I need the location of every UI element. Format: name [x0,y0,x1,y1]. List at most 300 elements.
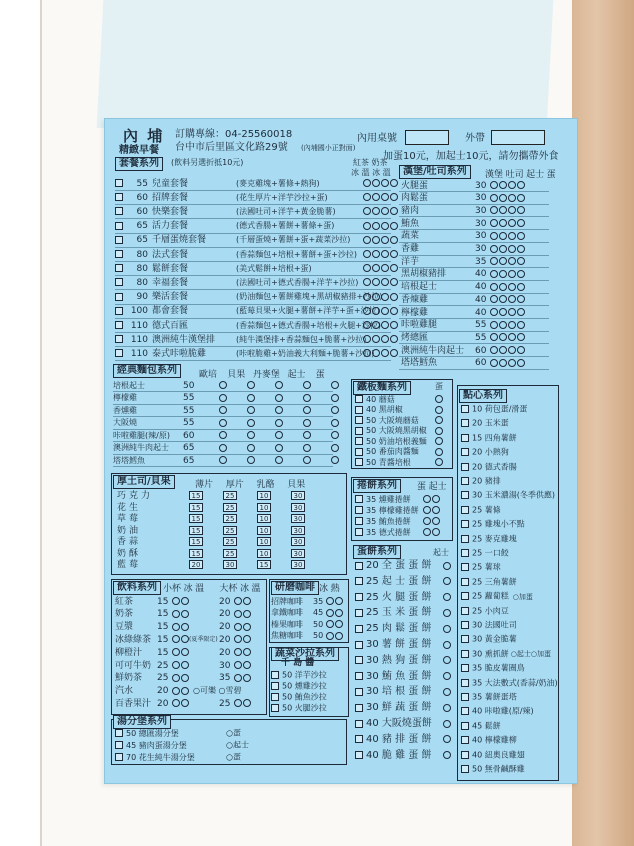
price-box[interactable]: 10 [257,514,271,523]
option-circle[interactable] [234,648,242,656]
option-circle[interactable] [443,720,451,728]
option-circle[interactable] [303,419,311,427]
option-circle[interactable] [172,635,180,643]
option-circle[interactable] [390,278,398,286]
option-circle[interactable] [508,283,516,291]
option-circle[interactable] [390,293,398,301]
option-circle[interactable] [335,620,343,628]
option-circle[interactable] [390,264,398,272]
price-box[interactable]: 15 [189,491,203,500]
option-circle[interactable] [247,444,255,452]
option-circle[interactable] [234,661,242,669]
option-circle[interactable] [303,456,311,464]
egg-checkbox[interactable] [355,704,363,712]
option-circle[interactable] [181,648,189,656]
option-circle[interactable] [517,219,525,227]
option-circle[interactable] [435,427,443,435]
option-circle[interactable] [443,641,451,649]
combo-checkbox[interactable] [115,349,123,357]
option-circle[interactable] [219,444,227,452]
snack-checkbox[interactable] [461,520,469,528]
snack-checkbox[interactable] [461,722,469,730]
option-circle[interactable] [247,456,255,464]
option-circle[interactable] [390,335,398,343]
snack-checkbox[interactable] [461,679,469,687]
price-box[interactable]: 30 [291,491,305,500]
price-box[interactable]: 10 [257,526,271,535]
option-circle[interactable] [432,495,440,503]
price-box[interactable]: 30 [291,526,305,535]
option-circle[interactable] [181,674,189,682]
option-circle[interactable] [508,181,516,189]
option-circle[interactable] [517,295,525,303]
option-circle[interactable] [275,406,283,414]
option-circle[interactable] [381,307,389,315]
snack-checkbox[interactable] [461,592,469,600]
option-circle[interactable] [435,458,443,466]
combo-checkbox[interactable] [115,250,123,258]
snack-checkbox[interactable] [461,621,469,629]
option-circle[interactable] [372,179,380,187]
snack-checkbox[interactable] [461,535,469,543]
price-box[interactable]: 20 [189,560,203,569]
option-circle[interactable] [381,222,389,230]
option-circle[interactable] [517,333,525,341]
option-circle[interactable] [243,661,251,669]
snack-checkbox[interactable] [461,549,469,557]
bowl-checkbox[interactable] [115,729,123,737]
option-circle[interactable] [326,609,334,617]
option-circle[interactable] [443,593,451,601]
option-circle[interactable] [390,222,398,230]
option-circle[interactable] [172,648,180,656]
salad-checkbox[interactable] [271,671,279,679]
combo-checkbox[interactable] [115,179,123,187]
option-circle[interactable] [499,194,507,202]
option-circle[interactable] [275,444,283,452]
option-circle[interactable] [372,236,380,244]
option-circle[interactable] [499,232,507,240]
combo-checkbox[interactable] [115,207,123,215]
option-circle[interactable] [499,308,507,316]
option-circle[interactable] [234,610,242,618]
option-circle[interactable] [331,444,339,452]
roll-checkbox[interactable] [355,506,363,514]
option-circle[interactable] [381,321,389,329]
option-circle[interactable] [490,194,498,202]
snack-checkbox[interactable] [461,607,469,615]
price-box[interactable]: 15 [189,526,203,535]
option-circle[interactable] [326,632,334,640]
option-circle[interactable] [499,346,507,354]
option-circle[interactable] [508,219,516,227]
option-circle[interactable] [381,179,389,187]
salad-checkbox[interactable] [271,693,279,701]
option-circle[interactable] [219,406,227,414]
option-circle[interactable] [335,632,343,640]
option-circle[interactable] [381,207,389,215]
combo-checkbox[interactable] [115,293,123,301]
option-circle[interactable] [390,349,398,357]
option-circle[interactable] [335,609,343,617]
option-circle[interactable] [490,257,498,265]
option-circle[interactable] [303,406,311,414]
option-circle[interactable] [303,431,311,439]
option-circle[interactable] [508,257,516,265]
option-circle[interactable] [181,661,189,669]
iron-checkbox[interactable] [355,416,363,424]
option-circle[interactable] [181,635,189,643]
combo-checkbox[interactable] [115,222,123,230]
bowl-checkbox[interactable] [115,741,123,749]
option-circle[interactable] [508,346,516,354]
option-circle[interactable] [181,597,189,605]
option-circle[interactable] [275,394,283,402]
option-circle[interactable] [443,656,451,664]
combo-checkbox[interactable] [115,193,123,201]
egg-checkbox[interactable] [355,735,363,743]
option-circle[interactable] [326,597,334,605]
salad-checkbox[interactable] [271,682,279,690]
option-circle[interactable] [432,506,440,514]
option-circle[interactable] [219,456,227,464]
egg-checkbox[interactable] [355,688,363,696]
option-circle[interactable] [275,431,283,439]
option-circle[interactable] [508,206,516,214]
option-circle[interactable] [499,321,507,329]
combo-checkbox[interactable] [115,335,123,343]
price-box[interactable]: 30 [291,549,305,558]
option-circle[interactable] [331,419,339,427]
option-circle[interactable] [390,236,398,244]
roll-checkbox[interactable] [355,528,363,536]
egg-checkbox[interactable] [355,625,363,633]
price-box[interactable]: 10 [257,491,271,500]
option-circle[interactable] [234,699,242,707]
option-circle[interactable] [363,250,371,258]
price-box[interactable]: 15 [189,503,203,512]
option-circle[interactable] [490,321,498,329]
option-circle[interactable] [499,270,507,278]
option-circle[interactable] [499,219,507,227]
option-circle[interactable] [172,610,180,618]
option-circle[interactable] [490,333,498,341]
option-circle[interactable] [363,222,371,230]
option-circle[interactable] [508,333,516,341]
option-circle[interactable] [381,278,389,286]
option-circle[interactable] [390,179,398,187]
salad-checkbox[interactable] [271,704,279,712]
price-box[interactable]: 10 [257,537,271,546]
iron-checkbox[interactable] [355,395,363,403]
option-circle[interactable] [435,416,443,424]
iron-checkbox[interactable] [355,437,363,445]
option-circle[interactable] [390,207,398,215]
option-circle[interactable] [499,333,507,341]
option-circle[interactable] [490,270,498,278]
snack-checkbox[interactable] [461,477,469,485]
option-circle[interactable] [443,688,451,696]
option-circle[interactable] [490,359,498,367]
option-circle[interactable] [517,270,525,278]
combo-checkbox[interactable] [115,321,123,329]
option-circle[interactable] [490,219,498,227]
option-circle[interactable] [243,623,251,631]
option-circle[interactable] [234,597,242,605]
iron-checkbox[interactable] [355,427,363,435]
price-box[interactable]: 30 [291,560,305,569]
option-circle[interactable] [381,236,389,244]
combo-checkbox[interactable] [115,278,123,286]
option-circle[interactable] [372,293,380,301]
price-box[interactable]: 30 [223,560,237,569]
option-circle[interactable] [234,623,242,631]
option-circle[interactable] [499,181,507,189]
option-circle[interactable] [219,431,227,439]
option-circle[interactable] [443,751,451,759]
option-circle[interactable] [372,278,380,286]
egg-checkbox[interactable] [355,593,363,601]
option-circle[interactable] [275,456,283,464]
snack-checkbox[interactable] [461,419,469,427]
option-circle[interactable] [243,635,251,643]
combo-checkbox[interactable] [115,264,123,272]
option-circle[interactable] [508,232,516,240]
snack-checkbox[interactable] [461,707,469,715]
option-circle[interactable] [326,620,334,628]
option-circle[interactable] [363,321,371,329]
option-circle[interactable] [331,381,339,389]
option-circle[interactable] [390,321,398,329]
egg-checkbox[interactable] [355,751,363,759]
snack-checkbox[interactable] [461,448,469,456]
option-circle[interactable] [331,406,339,414]
option-circle[interactable] [435,448,443,456]
option-circle[interactable] [423,528,431,536]
option-circle[interactable] [275,381,283,389]
option-circle[interactable] [363,193,371,201]
option-circle[interactable] [363,278,371,286]
option-circle[interactable] [219,381,227,389]
option-circle[interactable] [517,321,525,329]
option-circle[interactable] [381,349,389,357]
option-circle[interactable] [499,245,507,253]
option-circle[interactable] [243,699,251,707]
option-circle[interactable] [219,394,227,402]
option-circle[interactable] [508,245,516,253]
price-box[interactable]: 10 [257,503,271,512]
option-circle[interactable] [363,179,371,187]
option-circle[interactable] [390,250,398,258]
iron-checkbox[interactable] [355,448,363,456]
snack-checkbox[interactable] [461,751,469,759]
option-circle[interactable] [172,597,180,605]
option-circle[interactable] [363,236,371,244]
option-circle[interactable] [181,623,189,631]
option-circle[interactable] [490,181,498,189]
option-circle[interactable] [432,517,440,525]
option-circle[interactable] [508,295,516,303]
price-box[interactable]: 15 [189,537,203,546]
option-circle[interactable] [508,321,516,329]
option-circle[interactable] [490,283,498,291]
option-circle[interactable] [499,295,507,303]
option-circle[interactable] [517,283,525,291]
option-circle[interactable] [490,232,498,240]
price-box[interactable]: 10 [257,549,271,558]
option-circle[interactable] [517,245,525,253]
option-circle[interactable] [372,349,380,357]
option-circle[interactable] [172,661,180,669]
option-circle[interactable] [247,419,255,427]
option-circle[interactable] [181,687,189,695]
option-circle[interactable] [435,395,443,403]
snack-checkbox[interactable] [461,491,469,499]
price-box[interactable]: 25 [223,549,237,558]
option-circle[interactable] [381,293,389,301]
option-circle[interactable] [499,206,507,214]
option-circle[interactable] [490,308,498,316]
option-circle[interactable] [172,674,180,682]
price-box[interactable]: 25 [223,526,237,535]
takeout-box[interactable] [491,130,545,145]
option-circle[interactable] [372,250,380,258]
option-circle[interactable] [443,735,451,743]
egg-checkbox[interactable] [355,641,363,649]
option-circle[interactable] [247,394,255,402]
option-circle[interactable] [517,257,525,265]
option-circle[interactable] [517,346,525,354]
option-circle[interactable] [390,193,398,201]
option-circle[interactable] [303,444,311,452]
option-circle[interactable] [335,597,343,605]
option-circle[interactable] [372,264,380,272]
option-circle[interactable] [435,437,443,445]
option-circle[interactable] [172,699,180,707]
price-box[interactable]: 15 [189,514,203,523]
option-circle[interactable] [331,431,339,439]
price-box[interactable]: 25 [223,503,237,512]
option-circle[interactable] [490,245,498,253]
price-box[interactable]: 25 [223,491,237,500]
option-circle[interactable] [247,381,255,389]
option-circle[interactable] [381,250,389,258]
option-circle[interactable] [443,562,451,570]
option-circle[interactable] [390,307,398,315]
iron-checkbox[interactable] [355,458,363,466]
egg-checkbox[interactable] [355,656,363,664]
option-circle[interactable] [219,419,227,427]
option-circle[interactable] [372,193,380,201]
option-circle[interactable] [243,674,251,682]
option-circle[interactable] [490,295,498,303]
option-circle[interactable] [423,517,431,525]
option-circle[interactable] [490,206,498,214]
bowl-checkbox[interactable] [115,753,123,761]
option-circle[interactable] [499,257,507,265]
option-circle[interactable] [381,335,389,343]
snack-checkbox[interactable] [461,664,469,672]
snack-checkbox[interactable] [461,650,469,658]
option-circle[interactable] [490,346,498,354]
option-circle[interactable] [331,394,339,402]
option-circle[interactable] [247,406,255,414]
option-circle[interactable] [303,381,311,389]
option-circle[interactable] [363,307,371,315]
snack-checkbox[interactable] [461,563,469,571]
snack-checkbox[interactable] [461,765,469,773]
snack-checkbox[interactable] [461,506,469,514]
roll-checkbox[interactable] [355,517,363,525]
snack-checkbox[interactable] [461,463,469,471]
option-circle[interactable] [517,181,525,189]
option-circle[interactable] [508,308,516,316]
option-circle[interactable] [443,704,451,712]
option-circle[interactable] [363,264,371,272]
price-box[interactable]: 30 [291,503,305,512]
option-circle[interactable] [372,307,380,315]
option-circle[interactable] [517,206,525,214]
price-box[interactable]: 25 [223,537,237,546]
option-circle[interactable] [443,577,451,585]
option-circle[interactable] [517,194,525,202]
iron-checkbox[interactable] [355,406,363,414]
option-circle[interactable] [381,264,389,272]
option-circle[interactable] [181,610,189,618]
option-circle[interactable] [423,506,431,514]
option-circle[interactable] [234,674,242,682]
option-circle[interactable] [247,431,255,439]
option-circle[interactable] [172,687,180,695]
option-circle[interactable] [443,609,451,617]
option-circle[interactable] [303,394,311,402]
option-circle[interactable] [275,419,283,427]
egg-checkbox[interactable] [355,577,363,585]
option-circle[interactable] [172,623,180,631]
option-circle[interactable] [443,672,451,680]
egg-checkbox[interactable] [355,562,363,570]
option-circle[interactable] [363,335,371,343]
price-box[interactable]: 15 [257,560,271,569]
option-circle[interactable] [508,270,516,278]
snack-checkbox[interactable] [461,635,469,643]
option-circle[interactable] [372,207,380,215]
option-circle[interactable] [517,232,525,240]
option-circle[interactable] [435,406,443,414]
option-circle[interactable] [499,359,507,367]
option-circle[interactable] [363,207,371,215]
option-circle[interactable] [508,194,516,202]
snack-checkbox[interactable] [461,405,469,413]
snack-checkbox[interactable] [461,434,469,442]
combo-checkbox[interactable] [115,307,123,315]
egg-checkbox[interactable] [355,720,363,728]
option-circle[interactable] [234,635,242,643]
option-circle[interactable] [443,625,451,633]
option-circle[interactable] [517,308,525,316]
roll-checkbox[interactable] [355,495,363,503]
option-circle[interactable] [243,597,251,605]
option-circle[interactable] [331,456,339,464]
option-circle[interactable] [508,359,516,367]
snack-checkbox[interactable] [461,578,469,586]
snack-checkbox[interactable] [461,693,469,701]
option-circle[interactable] [517,359,525,367]
option-circle[interactable] [243,648,251,656]
option-circle[interactable] [381,193,389,201]
option-circle[interactable] [372,321,380,329]
option-circle[interactable] [499,283,507,291]
